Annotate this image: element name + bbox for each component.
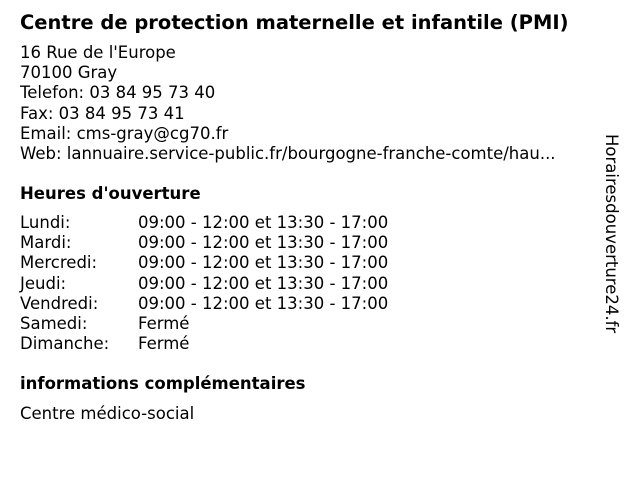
address-city: 70100 Gray (20, 63, 118, 83)
additional-info-heading: informations complémentaires (20, 374, 306, 393)
hours-row-wednesday (20, 253, 440, 273)
time-value: 09:00 - 12:00 et 13:30 - 17:00 (138, 213, 389, 232)
hours-row-tuesday (20, 233, 440, 253)
day-label: Vendredi: (20, 293, 99, 313)
additional-info-text: Centre médico-social (20, 404, 195, 423)
time-value: 09:00 - 12:00 et 13:30 - 17:00 (138, 293, 389, 313)
fax-number: Fax: 03 84 95 73 41 (20, 103, 185, 123)
hours-row-friday (20, 294, 440, 314)
day-label: Lundi: (20, 213, 71, 232)
address-block (20, 43, 556, 164)
page-title: Centre de protection maternelle et infantile (PMI) (20, 11, 569, 34)
time-value: Fermé (138, 334, 190, 354)
phone-number: Telefon: 03 84 95 73 40 (20, 83, 216, 103)
day-label: Mardi: (20, 233, 72, 253)
day-label: Dimanche: (20, 334, 110, 354)
time-value: Fermé (138, 313, 190, 333)
time-value: 09:00 - 12:00 et 13:30 - 17:00 (138, 273, 389, 293)
email-address: Email: cms-gray@cg70.fr (20, 123, 229, 143)
hours-row-saturday (20, 314, 440, 334)
time-value: 09:00 - 12:00 et 13:30 - 17:00 (138, 253, 389, 273)
website-link: Web: lannuaire.service-public.fr/bourgogne-franche-comte/hau... (20, 143, 556, 163)
day-label: Mercredi: (20, 253, 98, 273)
opening-hours-heading: Heures d'ouverture (20, 184, 201, 203)
day-label: Samedi: (20, 313, 88, 333)
hours-row-monday (20, 213, 440, 233)
time-value: 09:00 - 12:00 et 13:30 - 17:00 (138, 233, 389, 253)
address-street: 16 Rue de l'Europe (20, 43, 176, 62)
opening-hours-table (20, 213, 440, 354)
hours-row-thursday (20, 274, 440, 294)
day-label: Jeudi: (20, 273, 67, 293)
hours-row-sunday (20, 334, 440, 354)
site-watermark: Horairesdouverture24.fr (602, 134, 621, 334)
